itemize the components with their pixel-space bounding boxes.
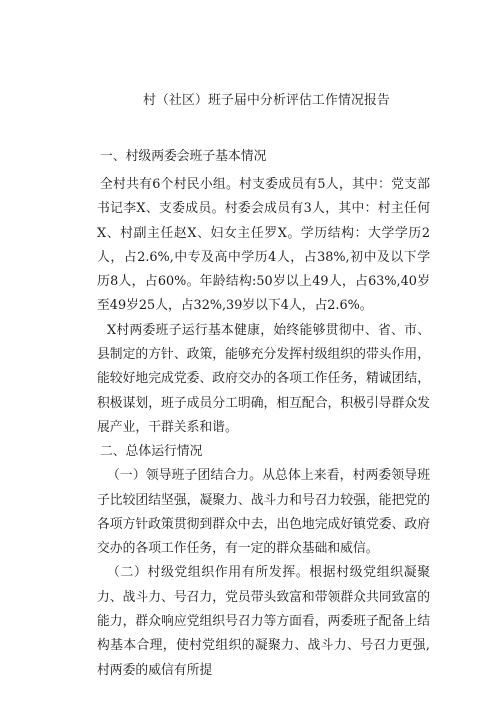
paragraph-basic-info: 全村共有6个村民小组。村支委成员有5人，其中：党支部书记李X、支委成员。村委会成员有3人，其中：村主任何X、村副主任赵X、妇女主任罗X。学历结构：大学学历2人，占2.6%,中专及高中学历4人，占38%,初中及以下学历8人，占60%。年龄结构:50岁以上49人，占63%,40岁至49岁25人，占32%,39岁以下4人，占2.6%。	[97, 177, 430, 314]
document-title: 村（社区）班子届中分析评估工作情况报告	[143, 93, 390, 108]
section-heading-basic-info: 一、村级两委会班子基本情况	[100, 149, 267, 164]
section-heading-overall-operation: 二、总体运行情况	[100, 444, 203, 460]
paragraph-party-organization: （二）村级党组织作用有所发挥。根据村级党组织凝聚力、战斗力、号召力，党员带头致富和带领群众共同致富的能力，群众响应党组织号召力等方面看，两委班子配备上结构基本合理，使村党组织的凝聚力、战斗力、号召力更强,村两委的威信有所提	[97, 565, 430, 678]
paragraph-team-operation: X村两委班子运行基本健康，始终能够贯彻中、省、市、县制定的方针、政策，能够充分发挥村级组织的带头作用，能较好地完成党委、政府交办的各项工作任务，精诚团结，积极谋划，班子成员分工明确，相互配合，积极引导群众发展产业，干群关系和谐。	[97, 322, 430, 435]
paragraph-leadership-unity: （一）领导班子团结合力。从总体上来看，村两委领导班子比较团结坚强，凝聚力、战斗力和号召力较强，能把党的各项方针政策贯彻到群众中去，出色地完成好镇党委、政府交办的各项工作任务，有一定的群众基础和威信。	[97, 468, 430, 557]
